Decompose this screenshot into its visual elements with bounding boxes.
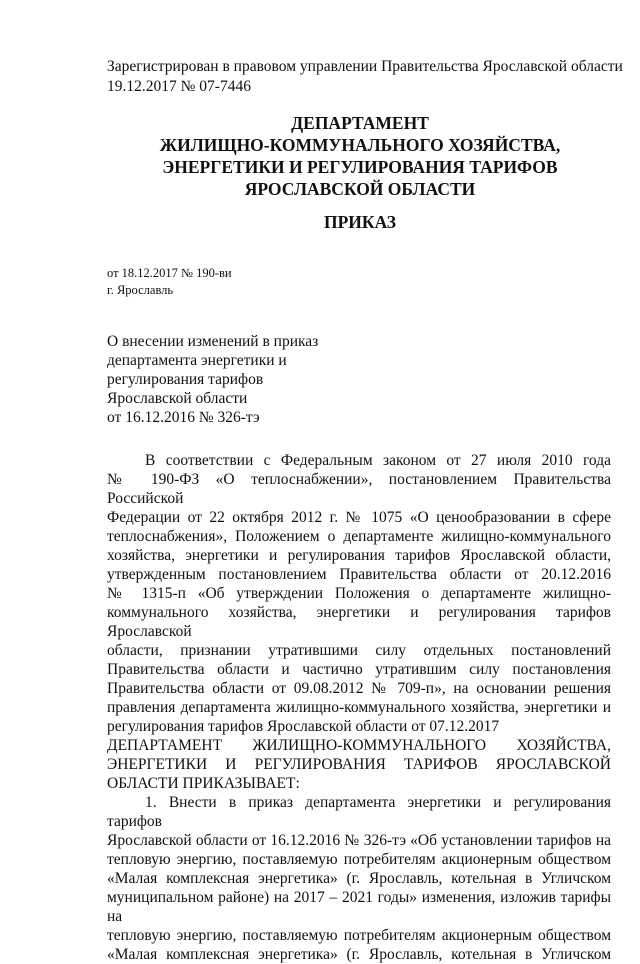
preamble-line: № 190-ФЗ «О теплоснабжении», постановлением Правительства Российской bbox=[107, 471, 611, 507]
preamble-line: области, признании утратившими силу отдельных постановлений bbox=[107, 642, 611, 659]
subject-line: департамента энергетики и bbox=[107, 352, 287, 369]
preamble-line: правления департамента жилищно-коммунального хозяйства, энергетики и bbox=[107, 699, 611, 716]
item-1-line: муниципальном районе) на 2017 – 2021 годы» изменения, изложив тарифы на bbox=[107, 889, 611, 925]
subject-line: от 16.12.2016 № 326-тэ bbox=[107, 409, 260, 426]
preamble-line: регулирования тарифов Ярославской области от 07.12.2017 bbox=[107, 718, 500, 735]
item-1-paragraph bbox=[107, 793, 611, 964]
orders-line: ДЕПАРТАМЕНТ ЖИЛИЩНО-КОММУНАЛЬНОГО ХОЗЯЙСТВА, bbox=[107, 737, 611, 754]
order-subject bbox=[107, 332, 318, 427]
orders-line: ЭНЕРГЕТИКИ И РЕГУЛИРОВАНИЯ ТАРИФОВ ЯРОСЛАВСКОЙ bbox=[107, 756, 611, 773]
subject-line: регулирования тарифов bbox=[107, 371, 264, 388]
department-heading bbox=[100, 112, 620, 200]
item-1-line: 1. Внести в приказ департамента энергетики и регулирования тарифов bbox=[107, 794, 611, 830]
preamble-line: Правительства области и частично утратившим силу постановления bbox=[107, 661, 611, 678]
orders-line: ОБЛАСТИ ПРИКАЗЫВАЕТ: bbox=[107, 775, 300, 792]
preamble-line: коммунального хозяйства, энергетики и регулирования тарифов Ярославской bbox=[107, 604, 611, 640]
preamble-line: Федерации от 22 октября 2012 г. № 1075 «О ценообразовании в сфере bbox=[107, 509, 611, 526]
order-body bbox=[107, 451, 611, 964]
preamble-line: Правительства области от 09.08.2012 № 709-п», на основании решения bbox=[107, 680, 611, 697]
registration-line-1: Зарегистрирован в правовом управлении Правительства Ярославской области bbox=[107, 58, 623, 75]
item-1-line: тепловую энергию, поставляемую потребителям акционерным обществом bbox=[107, 927, 611, 944]
department-line-2: ЖИЛИЩНО-КОММУНАЛЬНОГО ХОЗЯЙСТВА, bbox=[159, 135, 561, 155]
orders-paragraph bbox=[107, 736, 611, 793]
registration-note bbox=[107, 57, 627, 97]
preamble-line: В соответствии с Федеральным законом от 27 июля 2010 года bbox=[145, 452, 611, 469]
order-date-number: от 18.12.2017 № 190-ви bbox=[107, 266, 232, 280]
preamble-line: хозяйства, энергетики и регулирования тарифов Ярославской области, bbox=[107, 547, 611, 564]
order-meta bbox=[107, 265, 232, 299]
item-1-line: «Малая комплексная энергетика» (г. Ярославль, котельная в Угличском bbox=[107, 870, 611, 887]
item-1-line: «Малая комплексная энергетика» (г. Ярославль, котельная в Угличском bbox=[107, 946, 611, 963]
preamble-paragraph bbox=[107, 451, 611, 736]
order-title: ПРИКАЗ bbox=[323, 212, 397, 232]
preamble-line: теплоснабжения», Положением о департаменте жилищно-коммунального bbox=[107, 528, 611, 545]
item-1-line: Ярославской области от 16.12.2016 № 326-тэ «Об установлении тарифов на bbox=[107, 832, 611, 849]
preamble-line: № 1315-п «Об утверждении Положения о департаменте жилищно- bbox=[107, 585, 611, 602]
department-line-4: ЯРОСЛАВСКОЙ ОБЛАСТИ bbox=[244, 179, 476, 199]
registration-line-2: 19.12.2017 № 07-7446 bbox=[107, 78, 251, 95]
department-line-3: ЭНЕРГЕТИКИ И РЕГУЛИРОВАНИЯ ТАРИФОВ bbox=[162, 157, 558, 177]
item-1-line: тепловую энергию, поставляемую потребителям акционерным обществом bbox=[107, 851, 611, 868]
preamble-line: утвержденным постановлением Правительства области от 20.12.2016 bbox=[107, 566, 611, 583]
order-city: г. Ярославль bbox=[107, 283, 174, 297]
department-line-1: ДЕПАРТАМЕНТ bbox=[291, 113, 429, 133]
subject-line: Ярославской области bbox=[107, 390, 248, 407]
subject-line: О внесении изменений в приказ bbox=[107, 333, 319, 350]
